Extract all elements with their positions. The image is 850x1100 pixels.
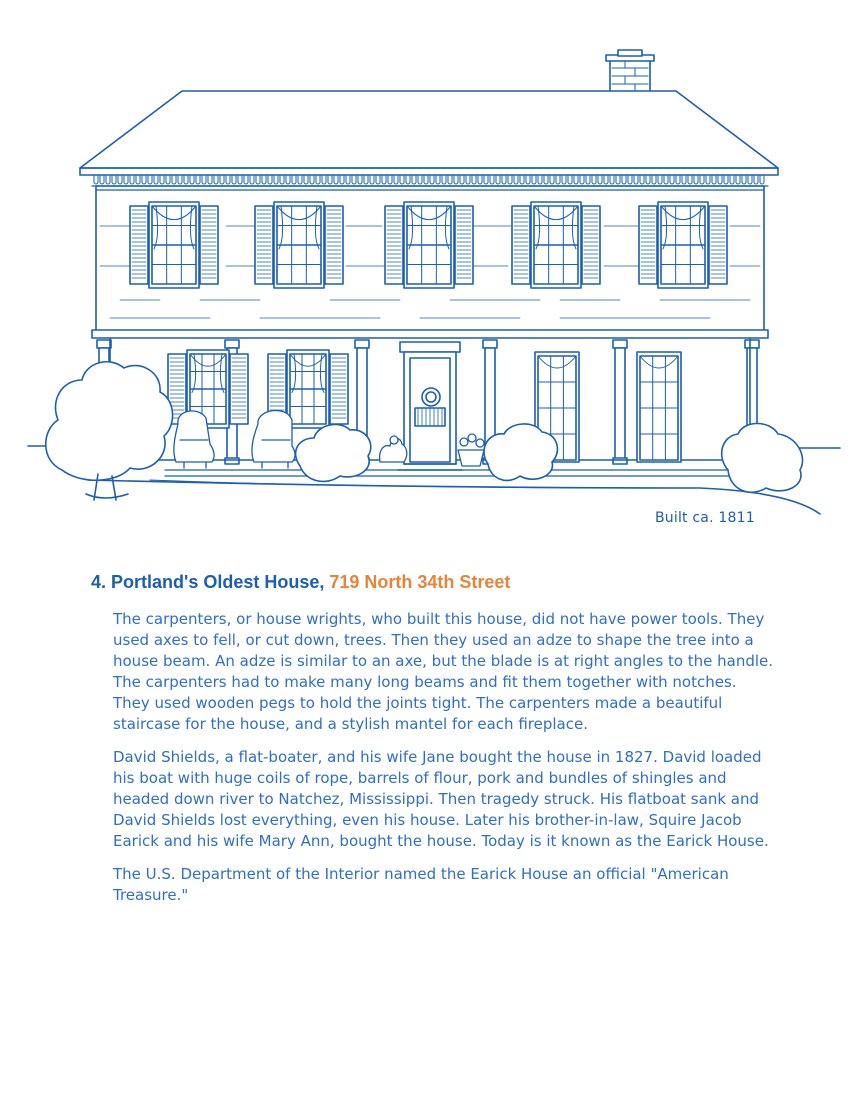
body-text [113, 609, 778, 918]
cornice-dentils [94, 176, 764, 184]
paragraph: David Shields, a flat-boater, and his wife Jane bought the house in 1827. David loaded his boat with huge coils of rope, barrels of flour, pork and bundles of shingles and headed down river to Natchez, Mississippi. Then tragedy struck. His flatboat sank and David Shields lost everything, even his house. Later his brother-in-law, Squire Jacob Earick and his wife Mary Ann, bought the house. Today is it known as the Earick House. [113, 748, 769, 850]
front-door [398, 342, 462, 470]
section-heading [91, 572, 510, 593]
chimney [606, 50, 654, 92]
roof [80, 91, 778, 175]
built-caption: Built ca. 1811 [655, 510, 755, 526]
heading-address: 719 North 34th Street [329, 572, 511, 592]
heading-title: Portland's Oldest House, [111, 572, 325, 592]
heading-number: 4. [91, 572, 107, 592]
paragraph: The U.S. Department of the Interior named the Earick House an official "American Treasure." [113, 865, 729, 904]
paragraph: The carpenters, or house wrights, who built this house, did not have power tools. They used axes to fell, or cut down, trees. Then they used an adze to shape the tree into a house beam. An adze is similar to an axe, but the blade is at right angles to the handle. The carpenters had to make many long beams and fit them together with notches. They used wooden pegs to hold the joints tight. The carpenters made a beautiful staircase for the house, and a stylish mantel for each fireplace. [113, 610, 774, 733]
